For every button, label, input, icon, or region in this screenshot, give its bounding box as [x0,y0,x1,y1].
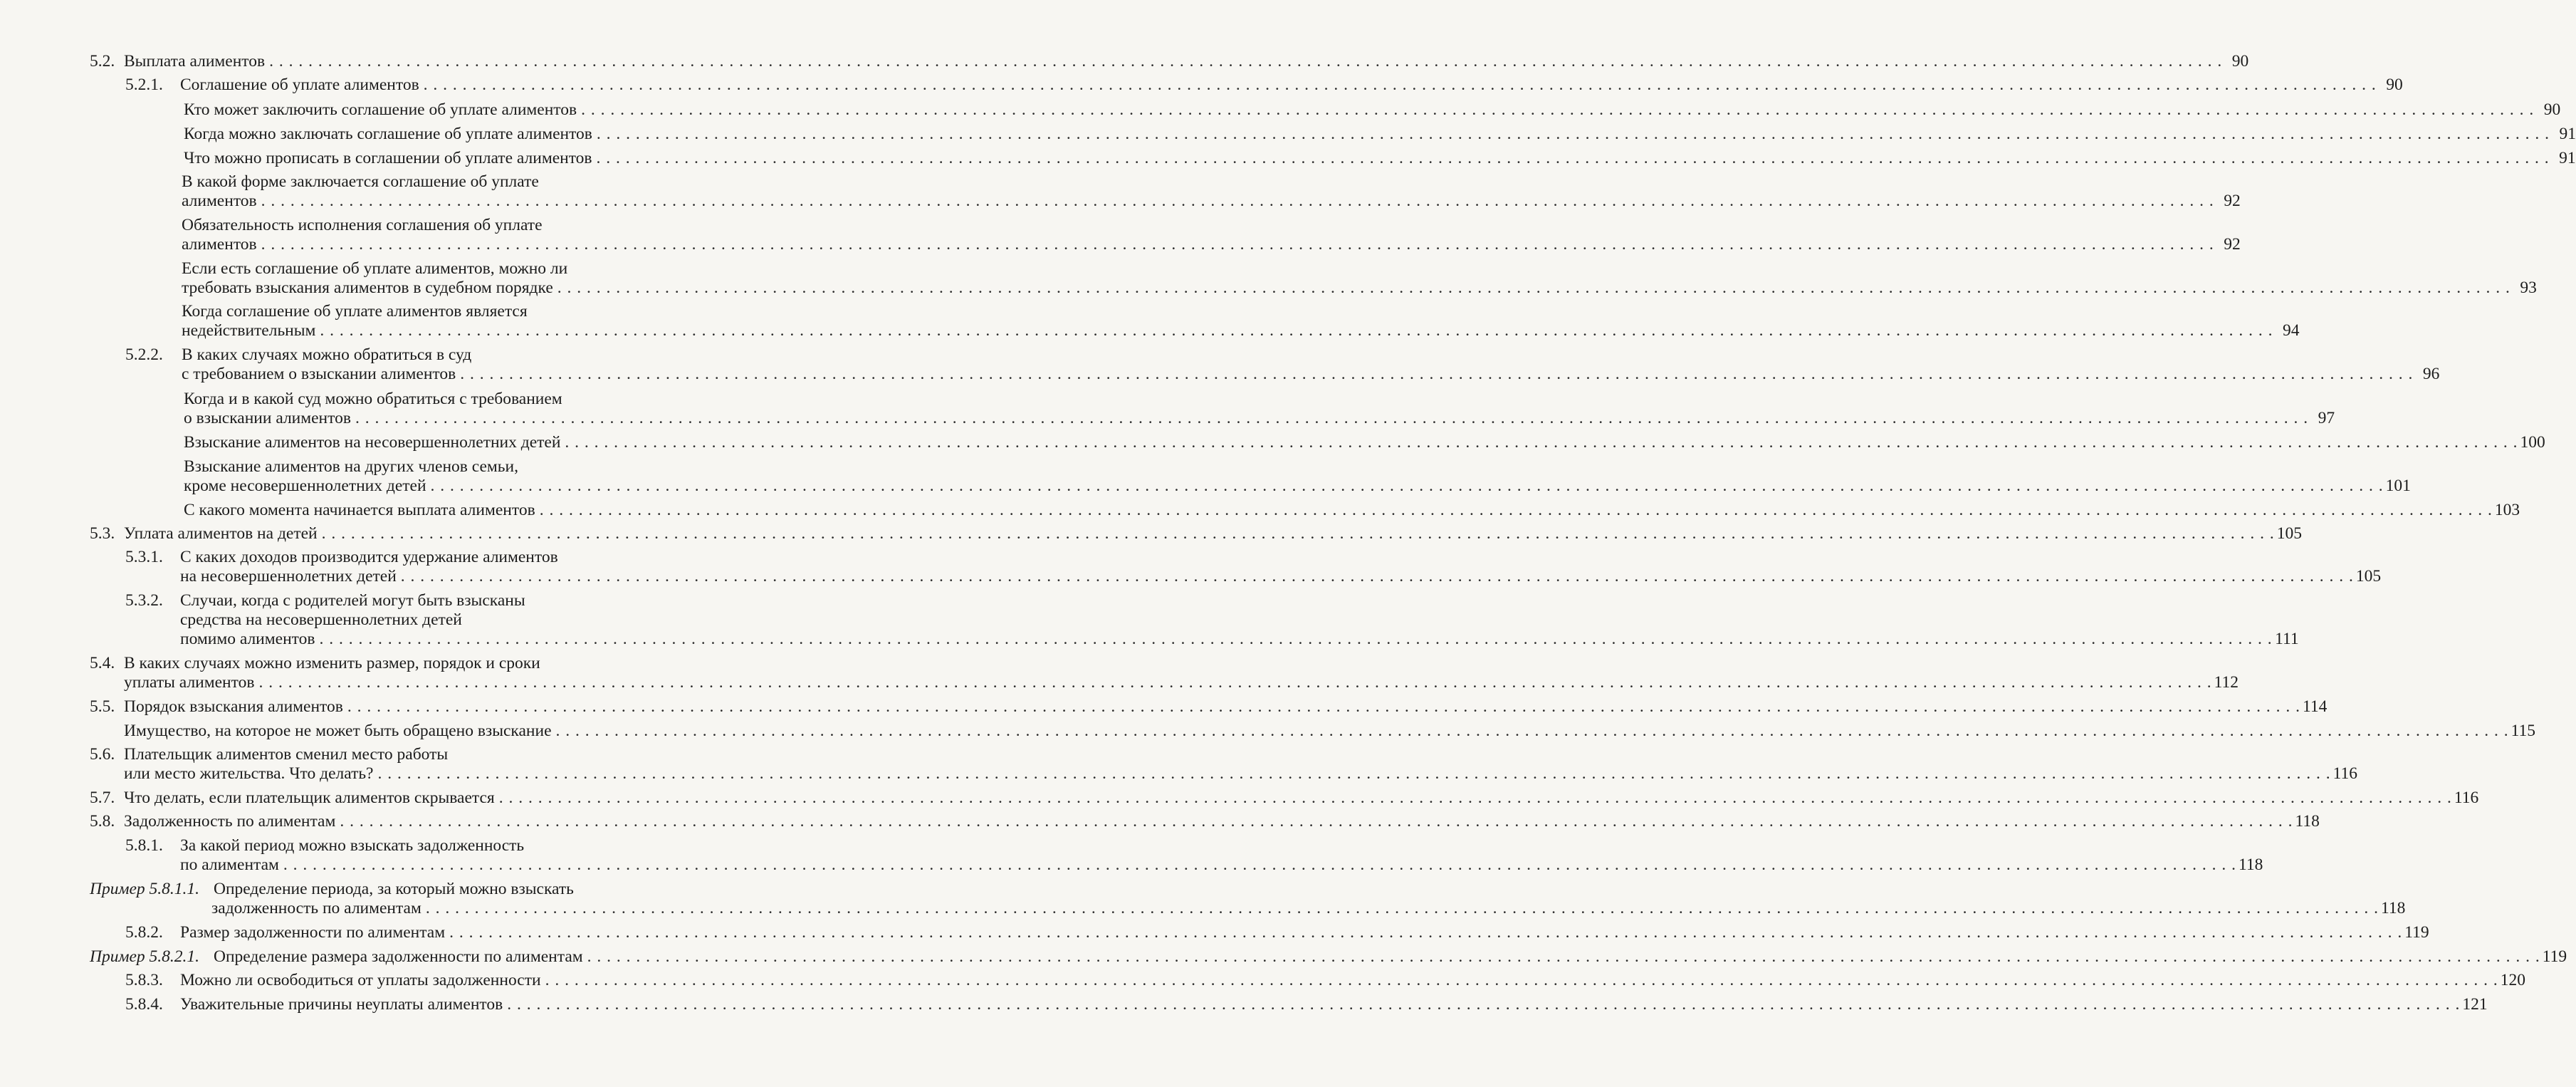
dot-leader: . . . . . . . . . . . . . . . . . . . . . . . . . . . . . . . . . . . . . . . . . . . . . . . . . . . . . . . . . . . . . . . . . . . . . . . . . . . . . . . . . . . . . . . . . . . . . . . . . . . . . . . . . . . . . . . . . . . . . . . . . . . . . . . . . . . . . . . . . . . . . . . . . . . . . . . . . . . . . . . . . . . . . . . . . . . . . . . . . . . . . . . . . . . . . . . . . . . . . . . . [425,899,2379,917]
toc-entry[interactable] [0,547,2382,588]
dot-leader: . . . . . . . . . . . . . . . . . . . . . . . . . . . . . . . . . . . . . . . . . . . . . . . . . . . . . . . . . . . . . . . . . . . . . . . . . . . . . . . . . . . . . . . . . . . . . . . . . . . . . . . . . . . . . . . . . . . . . . . . . . . . . . . . . . . . . . . . . . . . . . . . . . . . . . . . . . . . . . . . . . . . . . . . . . . . . . . . . . . . . . . . . . . . . . . . . . . . . . . . [320,321,2273,340]
toc-entry-title-line: Когда можно заключать соглашение об уплате алиментов [184,125,592,143]
toc-entry-title-line: на несовершеннолетних детей [180,567,397,586]
toc-entry-title-line: С какого момента начинается выплата алиментов [184,501,535,519]
toc-entry-title-line: Соглашение об уплате алиментов [180,76,419,94]
toc-entry[interactable] [0,75,2403,97]
toc-page-number: 115 [2510,722,2536,740]
toc-entry[interactable] [0,259,2537,300]
dot-leader: . . . . . . . . . . . . . . . . . . . . . . . . . . . . . . . . . . . . . . . . . . . . . . . . . . . . . . . . . . . . . . . . . . . . . . . . . . . . . . . . . . . . . . . . . . . . . . . . . . . . . . . . . . . . . . . . . . . . . . . . . . . . . . . . . . . . . . . . . . . . . . . . . . . . . . . . . . . . . . . . . . . . . . . . . . . . . . . . . . . . . . . . . . . . . . . . . . . . . . . . [269,52,2223,71]
toc-page-number: 116 [2454,789,2479,807]
toc-page-number: 116 [2332,764,2358,783]
dot-leader: . . . . . . . . . . . . . . . . . . . . . . . . . . . . . . . . . . . . . . . . . . . . . . . . . . . . . . . . . . . . . . . . . . . . . . . . . . . . . . . . . . . . . . . . . . . . . . . . . . . . . . . . . . . . . . . . . . . . . . . . . . . . . . . . . . . . . . . . . . . . . . . . . . . . . . . . . . . . . . . . . . . . . . . . . . . . . . . . . . . . . . . . . . . . . . . . . . . . . . . . [557,279,2510,297]
toc-entry-number: 5.2.1. [125,76,163,94]
toc-entry-title-line: алиментов [182,235,257,254]
toc-entry[interactable] [0,100,2561,122]
toc-entry[interactable] [0,811,2320,833]
toc-entry-number: 5.2.2. [125,345,163,364]
toc-entry-title-line: Взыскание алиментов на других членов семьи, [184,457,518,476]
toc-page-number: 118 [2239,855,2263,874]
dot-leader: . . . . . . . . . . . . . . . . . . . . . . . . . . . . . . . . . . . . . . . . . . . . . . . . . . . . . . . . . . . . . . . . . . . . . . . . . . . . . . . . . . . . . . . . . . . . . . . . . . . . . . . . . . . . . . . . . . . . . . . . . . . . . . . . . . . . . . . . . . . . . . . . . . . . . . . . . . . . . . . . . . . . . . . . . . . . . . . . . . . . . . . . . . . . . . . . . . . . . . . . [319,630,2273,648]
toc-page-number: 90 [2231,52,2249,71]
toc-entry-title-line: За какой период можно взыскать задолженность [180,836,525,855]
toc-entry-title-line: Определение периода, за который можно взыскать [214,880,574,898]
toc-entry-title-line: о взыскании алиментов [184,409,351,427]
toc-entry[interactable] [0,301,2300,343]
toc-entry-title-line: Уплата алиментов на детей [124,524,318,543]
toc-entry[interactable] [0,389,2335,430]
toc-entry-title-line: уплаты алиментов [124,673,255,692]
dot-leader: . . . . . . . . . . . . . . . . . . . . . . . . . . . . . . . . . . . . . . . . . . . . . . . . . . . . . . . . . . . . . . . . . . . . . . . . . . . . . . . . . . . . . . . . . . . . . . . . . . . . . . . . . . . . . . . . . . . . . . . . . . . . . . . . . . . . . . . . . . . . . . . . . . . . . . . . . . . . . . . . . . . . . . . . . . . . . . . . . . . . . . . . . . . . . . . . . . . . . . . . [507,995,2461,1014]
toc-entry-title-line: Плательщик алиментов сменил место работы [124,745,449,764]
toc-page-number: 118 [2295,812,2320,831]
toc-page-number: 111 [2275,630,2299,648]
dot-leader: . . . . . . . . . . . . . . . . . . . . . . . . . . . . . . . . . . . . . . . . . . . . . . . . . . . . . . . . . . . . . . . . . . . . . . . . . . . . . . . . . . . . . . . . . . . . . . . . . . . . . . . . . . . . . . . . . . . . . . . . . . . . . . . . . . . . . . . . . . . . . . . . . . . . . . . . . . . . . . . . . . . . . . . . . . . . . . . . . . . . . . . . . . . . . . . . . . . . . . . . [539,501,2493,519]
toc-entry[interactable] [0,345,2440,386]
toc-entry[interactable] [0,51,2249,73]
toc-entry-title-line: задолженность по алиментам [211,899,422,917]
toc-entry-title-line: Если есть соглашение об уплате алиментов, можно ли [182,259,568,278]
toc-entry-title-line: Порядок взыскания алиментов [124,697,343,716]
toc-entry[interactable] [0,744,2358,786]
dot-leader: . . . . . . . . . . . . . . . . . . . . . . . . . . . . . . . . . . . . . . . . . . . . . . . . . . . . . . . . . . . . . . . . . . . . . . . . . . . . . . . . . . . . . . . . . . . . . . . . . . . . . . . . . . . . . . . . . . . . . . . . . . . . . . . . . . . . . . . . . . . . . . . . . . . . . . . . . . . . . . . . . . . . . . . . . . . . . . . . . . . . . . . . . . . . . . . . . . . . . . . . [377,764,2331,783]
toc-entry-title-line: или место жительства. Что делать? [124,764,374,783]
toc-entry-number: 5.8.1. [125,836,163,855]
toc-page-number: 119 [2404,923,2429,942]
toc-entry[interactable] [0,653,2239,695]
dot-leader: . . . . . . . . . . . . . . . . . . . . . . . . . . . . . . . . . . . . . . . . . . . . . . . . . . . . . . . . . . . . . . . . . . . . . . . . . . . . . . . . . . . . . . . . . . . . . . . . . . . . . . . . . . . . . . . . . . . . . . . . . . . . . . . . . . . . . . . . . . . . . . . . . . . . . . . . . . . . . . . . . . . . . . . . . . . . . . . . . . . . . . . . . . . . . . . . . . . . . . . . [565,433,2518,452]
toc-entry-number: 5.4. [90,654,115,672]
dot-leader: . . . . . . . . . . . . . . . . . . . . . . . . . . . . . . . . . . . . . . . . . . . . . . . . . . . . . . . . . . . . . . . . . . . . . . . . . . . . . . . . . . . . . . . . . . . . . . . . . . . . . . . . . . . . . . . . . . . . . . . . . . . . . . . . . . . . . . . . . . . . . . . . . . . . . . . . . . . . . . . . . . . . . . . . . . . . . . . . . . . . . . . . . . . . . . . . . . . . . . . . [258,673,2212,692]
toc-entry-title-line: Можно ли освободиться от уплаты задолженности [180,971,541,989]
toc-entry[interactable] [0,457,2411,498]
toc-entry-title-line: Что делать, если плательщик алиментов скрывается [124,789,495,807]
toc-entry[interactable] [0,836,2263,877]
toc-entry-title-line: Размер задолженности по алиментам [180,923,446,942]
toc-page-number: 90 [2386,76,2403,94]
toc-page-number: 101 [2385,477,2411,495]
toc-entry-number: 5.6. [90,745,115,764]
toc-entry-number: 5.3.2. [125,591,163,610]
toc-entry-title-line: с требованием о взыскании алиментов [182,365,456,383]
toc-entry-title-line: Кто может заключить соглашение об уплате алиментов [184,100,577,119]
toc-entry[interactable] [0,148,2576,170]
toc-entry-title-line: С каких доходов производится удержание алиментов [180,548,558,566]
toc-page-number: 105 [2276,524,2302,543]
toc-entry[interactable] [0,947,2567,969]
toc-entry-title-line: Задолженность по алиментам [124,812,336,831]
toc-entry-title-line: средства на несовершеннолетних детей [180,610,462,629]
toc-page-number: 114 [2302,697,2328,716]
dot-leader: . . . . . . . . . . . . . . . . . . . . . . . . . . . . . . . . . . . . . . . . . . . . . . . . . . . . . . . . . . . . . . . . . . . . . . . . . . . . . . . . . . . . . . . . . . . . . . . . . . . . . . . . . . . . . . . . . . . . . . . . . . . . . . . . . . . . . . . . . . . . . . . . . . . . . . . . . . . . . . . . . . . . . . . . . . . . . . . . . . . . . . . . . . . . . . . . . . . . . . . . [460,365,2414,383]
toc-entry-title-line: Случаи, когда с родителей могут быть взысканы [180,591,525,610]
toc-entry-number: 5.3.1. [125,548,163,566]
dot-leader: . . . . . . . . . . . . . . . . . . . . . . . . . . . . . . . . . . . . . . . . . . . . . . . . . . . . . . . . . . . . . . . . . . . . . . . . . . . . . . . . . . . . . . . . . . . . . . . . . . . . . . . . . . . . . . . . . . . . . . . . . . . . . . . . . . . . . . . . . . . . . . . . . . . . . . . . . . . . . . . . . . . . . . . . . . . . . . . . . . . . . . . . . . . . . . . . . . . . . . . . [449,923,2403,942]
toc-entry-number: Пример 5.8.2.1. [90,947,200,966]
toc-entry[interactable] [0,524,2302,546]
toc-entry-number: 5.2. [90,52,115,71]
toc-page-number: 92 [2224,235,2241,254]
dot-leader: . . . . . . . . . . . . . . . . . . . . . . . . . . . . . . . . . . . . . . . . . . . . . . . . . . . . . . . . . . . . . . . . . . . . . . . . . . . . . . . . . . . . . . . . . . . . . . . . . . . . . . . . . . . . . . . . . . . . . . . . . . . . . . . . . . . . . . . . . . . . . . . . . . . . . . . . . . . . . . . . . . . . . . . . . . . . . . . . . . . . . . . . . . . . . . . . . . . . . . . . [340,812,2293,831]
dot-leader: . . . . . . . . . . . . . . . . . . . . . . . . . . . . . . . . . . . . . . . . . . . . . . . . . . . . . . . . . . . . . . . . . . . . . . . . . . . . . . . . . . . . . . . . . . . . . . . . . . . . . . . . . . . . . . . . . . . . . . . . . . . . . . . . . . . . . . . . . . . . . . . . . . . . . . . . . . . . . . . . . . . . . . . . . . . . . . . . . . . . . . . . . . . . . . . . . . . . . . . . [423,76,2377,94]
toc-entry[interactable] [0,172,2241,213]
toc-page-number: 94 [2283,321,2300,340]
toc-entry-title-line: алиментов [182,192,257,210]
toc-page-number: 100 [2520,433,2545,452]
toc-entry[interactable] [0,124,2576,146]
toc-entry-number: 5.8.2. [125,923,163,942]
toc-entry-title-line: Имущество, на которое не может быть обращено взыскание [124,722,552,740]
dot-leader: . . . . . . . . . . . . . . . . . . . . . . . . . . . . . . . . . . . . . . . . . . . . . . . . . . . . . . . . . . . . . . . . . . . . . . . . . . . . . . . . . . . . . . . . . . . . . . . . . . . . . . . . . . . . . . . . . . . . . . . . . . . . . . . . . . . . . . . . . . . . . . . . . . . . . . . . . . . . . . . . . . . . . . . . . . . . . . . . . . . . . . . . . . . . . . . . . . . . . . . . [596,149,2550,167]
dot-leader: . . . . . . . . . . . . . . . . . . . . . . . . . . . . . . . . . . . . . . . . . . . . . . . . . . . . . . . . . . . . . . . . . . . . . . . . . . . . . . . . . . . . . . . . . . . . . . . . . . . . . . . . . . . . . . . . . . . . . . . . . . . . . . . . . . . . . . . . . . . . . . . . . . . . . . . . . . . . . . . . . . . . . . . . . . . . . . . . . . . . . . . . . . . . . . . . . . . . . . . . [545,971,2498,989]
toc-entry-title-line: Когда и в какой суд можно обратиться с требованием [184,390,562,408]
toc-entry-title-line: Выплата алиментов [124,52,266,71]
toc-page-number: 119 [2542,947,2567,966]
dot-leader: . . . . . . . . . . . . . . . . . . . . . . . . . . . . . . . . . . . . . . . . . . . . . . . . . . . . . . . . . . . . . . . . . . . . . . . . . . . . . . . . . . . . . . . . . . . . . . . . . . . . . . . . . . . . . . . . . . . . . . . . . . . . . . . . . . . . . . . . . . . . . . . . . . . . . . . . . . . . . . . . . . . . . . . . . . . . . . . . . . . . . . . . . . . . . . . . . . . . . . . . [347,697,2300,716]
dot-leader: . . . . . . . . . . . . . . . . . . . . . . . . . . . . . . . . . . . . . . . . . . . . . . . . . . . . . . . . . . . . . . . . . . . . . . . . . . . . . . . . . . . . . . . . . . . . . . . . . . . . . . . . . . . . . . . . . . . . . . . . . . . . . . . . . . . . . . . . . . . . . . . . . . . . . . . . . . . . . . . . . . . . . . . . . . . . . . . . . . . . . . . . . . . . . . . . . . . . . . . . [283,855,2237,874]
toc-page-number: 103 [2494,501,2520,519]
toc-page-number: 118 [2380,899,2406,917]
toc-entry[interactable] [0,970,2525,992]
dot-leader: . . . . . . . . . . . . . . . . . . . . . . . . . . . . . . . . . . . . . . . . . . . . . . . . . . . . . . . . . . . . . . . . . . . . . . . . . . . . . . . . . . . . . . . . . . . . . . . . . . . . . . . . . . . . . . . . . . . . . . . . . . . . . . . . . . . . . . . . . . . . . . . . . . . . . . . . . . . . . . . . . . . . . . . . . . . . . . . . . . . . . . . . . . . . . . . . . . . . . . . . [355,409,2309,427]
toc-page-number: 92 [2224,192,2241,210]
toc-entry-title-line: Обязательность исполнения соглашения об уплате [182,216,543,234]
toc-entry-title-line: помимо алиментов [180,630,315,648]
toc-page-number: 96 [2422,365,2440,383]
toc-entry-title-line: кроме несовершеннолетних детей [184,477,426,495]
toc-entry-number: 5.8. [90,812,115,831]
toc-entry[interactable] [0,215,2241,256]
toc-entry-number: 5.3. [90,524,115,543]
toc-entry[interactable] [0,591,2299,651]
toc-entry[interactable] [0,432,2545,454]
dot-leader: . . . . . . . . . . . . . . . . . . . . . . . . . . . . . . . . . . . . . . . . . . . . . . . . . . . . . . . . . . . . . . . . . . . . . . . . . . . . . . . . . . . . . . . . . . . . . . . . . . . . . . . . . . . . . . . . . . . . . . . . . . . . . . . . . . . . . . . . . . . . . . . . . . . . . . . . . . . . . . . . . . . . . . . . . . . . . . . . . . . . . . . . . . . . . . . . . . . . . . . . [321,524,2275,543]
dot-leader: . . . . . . . . . . . . . . . . . . . . . . . . . . . . . . . . . . . . . . . . . . . . . . . . . . . . . . . . . . . . . . . . . . . . . . . . . . . . . . . . . . . . . . . . . . . . . . . . . . . . . . . . . . . . . . . . . . . . . . . . . . . . . . . . . . . . . . . . . . . . . . . . . . . . . . . . . . . . . . . . . . . . . . . . . . . . . . . . . . . . . . . . . . . . . . . . . . . . . . . . [261,192,2214,210]
dot-leader: . . . . . . . . . . . . . . . . . . . . . . . . . . . . . . . . . . . . . . . . . . . . . . . . . . . . . . . . . . . . . . . . . . . . . . . . . . . . . . . . . . . . . . . . . . . . . . . . . . . . . . . . . . . . . . . . . . . . . . . . . . . . . . . . . . . . . . . . . . . . . . . . . . . . . . . . . . . . . . . . . . . . . . . . . . . . . . . . . . . . . . . . . . . . . . . . . . . . . . . . [430,477,2384,495]
toc-page-number: 91 [2559,125,2576,143]
dot-leader: . . . . . . . . . . . . . . . . . . . . . . . . . . . . . . . . . . . . . . . . . . . . . . . . . . . . . . . . . . . . . . . . . . . . . . . . . . . . . . . . . . . . . . . . . . . . . . . . . . . . . . . . . . . . . . . . . . . . . . . . . . . . . . . . . . . . . . . . . . . . . . . . . . . . . . . . . . . . . . . . . . . . . . . . . . . . . . . . . . . . . . . . . . . . . . . . . . . . . . . . [400,567,2354,586]
dot-leader: . . . . . . . . . . . . . . . . . . . . . . . . . . . . . . . . . . . . . . . . . . . . . . . . . . . . . . . . . . . . . . . . . . . . . . . . . . . . . . . . . . . . . . . . . . . . . . . . . . . . . . . . . . . . . . . . . . . . . . . . . . . . . . . . . . . . . . . . . . . . . . . . . . . . . . . . . . . . . . . . . . . . . . . . . . . . . . . . . . . . . . . . . . . . . . . . . . . . . . . . [596,125,2550,143]
toc-entry-number: 5.8.4. [125,995,163,1014]
toc-page-number: 93 [2520,279,2537,297]
toc-page-number: 121 [2462,995,2488,1014]
toc-entry-title-line: по алиментам [180,855,279,874]
toc-page-number: 105 [2355,567,2382,586]
toc-entry-title-line: В каких случаях можно обратиться в суд [182,345,472,364]
toc-entry-title-line: Определение размера задолженности по алиментам [214,947,583,966]
toc-page-number: 91 [2559,149,2576,167]
dot-leader: . . . . . . . . . . . . . . . . . . . . . . . . . . . . . . . . . . . . . . . . . . . . . . . . . . . . . . . . . . . . . . . . . . . . . . . . . . . . . . . . . . . . . . . . . . . . . . . . . . . . . . . . . . . . . . . . . . . . . . . . . . . . . . . . . . . . . . . . . . . . . . . . . . . . . . . . . . . . . . . . . . . . . . . . . . . . . . . . . . . . . . . . . . . . . . . . . . . . . . . . [555,722,2509,740]
toc-entry[interactable] [0,788,2479,810]
toc-entry-title-line: недействительным [182,321,316,340]
dot-leader: . . . . . . . . . . . . . . . . . . . . . . . . . . . . . . . . . . . . . . . . . . . . . . . . . . . . . . . . . . . . . . . . . . . . . . . . . . . . . . . . . . . . . . . . . . . . . . . . . . . . . . . . . . . . . . . . . . . . . . . . . . . . . . . . . . . . . . . . . . . . . . . . . . . . . . . . . . . . . . . . . . . . . . . . . . . . . . . . . . . . . . . . . . . . . . . . . . . . . . . . [581,100,2535,119]
toc-page-number: 90 [2543,100,2561,119]
toc-entry-number: 5.7. [90,789,115,807]
toc-entry-number: Пример 5.8.1.1. [90,880,200,898]
toc-entry[interactable] [0,994,2488,1016]
toc-entry-title-line: В каких случаях можно изменить размер, порядок и сроки [124,654,540,672]
dot-leader: . . . . . . . . . . . . . . . . . . . . . . . . . . . . . . . . . . . . . . . . . . . . . . . . . . . . . . . . . . . . . . . . . . . . . . . . . . . . . . . . . . . . . . . . . . . . . . . . . . . . . . . . . . . . . . . . . . . . . . . . . . . . . . . . . . . . . . . . . . . . . . . . . . . . . . . . . . . . . . . . . . . . . . . . . . . . . . . . . . . . . . . . . . . . . . . . . . . . . . . . [261,235,2214,254]
toc-entry-title-line: требовать взыскания алиментов в судебном порядке [182,279,553,297]
toc-entry[interactable] [0,922,2429,945]
toc-page-number: 112 [2214,673,2239,692]
toc-entry-title-line: В какой форме заключается соглашение об уплате [182,172,539,191]
toc-entry-title-line: Что можно прописать в соглашении об уплате алиментов [184,149,592,167]
toc-entry[interactable] [0,879,2406,920]
dot-leader: . . . . . . . . . . . . . . . . . . . . . . . . . . . . . . . . . . . . . . . . . . . . . . . . . . . . . . . . . . . . . . . . . . . . . . . . . . . . . . . . . . . . . . . . . . . . . . . . . . . . . . . . . . . . . . . . . . . . . . . . . . . . . . . . . . . . . . . . . . . . . . . . . . . . . . . . . . . . . . . . . . . . . . . . . . . . . . . . . . . . . . . . . . . . . . . . . . . . . . . . [498,789,2452,807]
toc-entry[interactable] [0,721,2536,743]
toc-entry[interactable] [0,500,2520,522]
toc-entry-number: 5.5. [90,697,115,716]
toc-entry-number: 5.8.3. [125,971,163,989]
toc-entry-title-line: Взыскание алиментов на несовершеннолетних детей [184,433,561,452]
dot-leader: . . . . . . . . . . . . . . . . . . . . . . . . . . . . . . . . . . . . . . . . . . . . . . . . . . . . . . . . . . . . . . . . . . . . . . . . . . . . . . . . . . . . . . . . . . . . . . . . . . . . . . . . . . . . . . . . . . . . . . . . . . . . . . . . . . . . . . . . . . . . . . . . . . . . . . . . . . . . . . . . . . . . . . . . . . . . . . . . . . . . . . . . . . . . . . . . . . . . . . . . [587,947,2540,966]
toc-entry-title-line: Когда соглашение об уплате алиментов является [182,302,528,321]
toc-entry[interactable] [0,697,2328,719]
toc-page-number: 120 [2500,971,2525,989]
toc-entry-title-line: Уважительные причины неуплаты алиментов [180,995,503,1014]
toc-page-number: 97 [2318,409,2335,427]
